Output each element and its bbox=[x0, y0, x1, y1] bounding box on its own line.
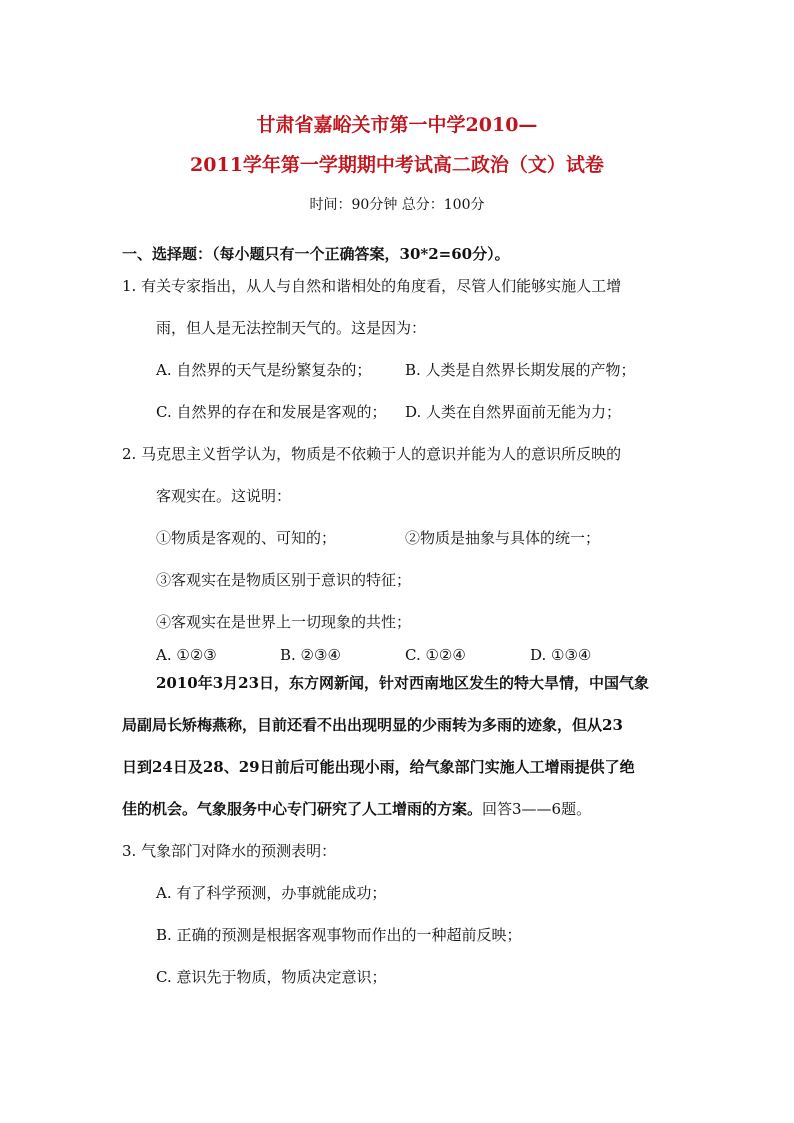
q3-option-c: C. 意识先于物质，物质决定意识； bbox=[156, 968, 387, 986]
q2-option-d: D. ①③④ bbox=[530, 646, 592, 664]
q1-option-b: B. 人类是自然界长期发展的产物； bbox=[405, 361, 636, 379]
exam-meta: 时间：90分钟 总分：100分 bbox=[309, 197, 485, 213]
passage-line-1: 2010年3月23日，东方网新闻，针对西南地区发生的特大旱情，中国气象 bbox=[156, 674, 650, 692]
title-line-2: 2011学年第一学期期中考试高二政治（文）试卷 bbox=[190, 154, 604, 176]
q2-option-c: C. ①②④ bbox=[405, 646, 466, 664]
q2-statement-1: ①物质是客观的、可知的； bbox=[156, 529, 337, 547]
section-heading: 一、选择题：（每小题只有一个正确答案，30*2=60分）。 bbox=[122, 245, 510, 263]
passage-line-4-bold: 佳的机会。气象服务中心专门研究了人工增雨的方案。 bbox=[122, 800, 483, 818]
passage-line-4 bbox=[122, 799, 591, 819]
q1-option-d: D. 人类在自然界面前无能为力； bbox=[405, 403, 622, 421]
q3-option-a: A. 有了科学预测，办事就能成功； bbox=[156, 884, 387, 902]
q1-line-1: 1. 有关专家指出，从人与自然和谐相处的角度看，尽管人们能够实施人工增 bbox=[122, 277, 622, 295]
passage-line-3: 日到24日及28、29日前后可能出现小雨，给气象部门实施人工增雨提供了绝 bbox=[122, 758, 635, 776]
q3-option-b: B. 正确的预测是根据客观事物而作出的一种超前反映； bbox=[156, 926, 522, 944]
q2-statement-4: ④客观实在是世界上一切现象的共性； bbox=[156, 613, 412, 631]
q2-statement-2: ②物质是抽象与具体的统一； bbox=[405, 529, 601, 547]
q2-line-2: 客观实在。这说明： bbox=[156, 487, 292, 505]
passage-line-2: 局副局长矫梅燕称，目前还看不出出现明显的少雨转为多雨的迹象，但从23 bbox=[122, 716, 623, 734]
q2-statement-3: ③客观实在是物质区别于意识的特征； bbox=[156, 571, 412, 589]
q1-line-2: 雨，但人是无法控制天气的。这是因为： bbox=[156, 319, 427, 337]
q2-option-a: A. ①②③ bbox=[156, 646, 217, 664]
q2-option-b: B. ②③④ bbox=[280, 646, 341, 664]
title-line-1: 甘肃省嘉峪关市第一中学2010— bbox=[256, 114, 538, 136]
passage-line-4-tail: 回答3——6题。 bbox=[482, 800, 592, 818]
q2-line-1: 2. 马克思主义哲学认为，物质是不依赖于人的意识并能为人的意识所反映的 bbox=[122, 445, 622, 463]
q3-line-1: 3. 气象部门对降水的预测表明： bbox=[122, 842, 337, 860]
q1-option-a: A. 自然界的天气是纷繁复杂的； bbox=[156, 361, 372, 379]
q1-option-c: C. 自然界的存在和发展是客观的； bbox=[156, 403, 387, 421]
